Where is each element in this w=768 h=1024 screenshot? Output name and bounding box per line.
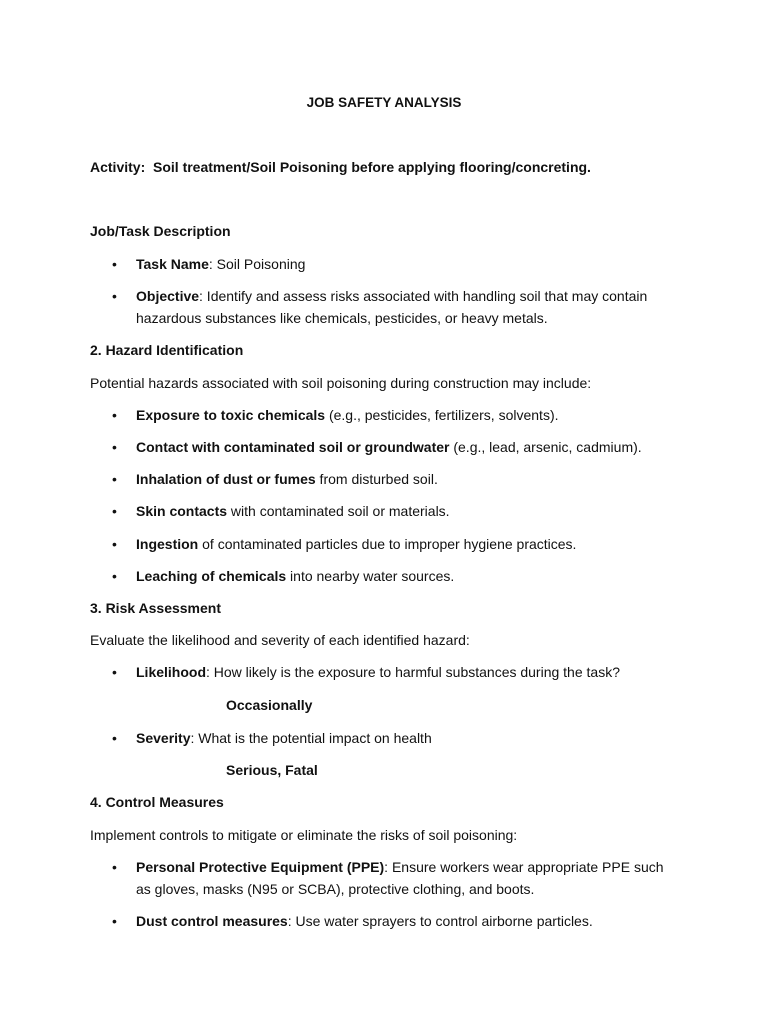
section-intro-hazards: Potential hazards associated with soil poisoning during construction may include: (90, 375, 592, 391)
bullet-marker: • (112, 439, 117, 455)
bullet-marker: • (112, 471, 117, 487)
item-term: Skin contacts (136, 503, 228, 519)
section-intro-risk: Evaluate the likelihood and severity of each identified hazard: (90, 632, 470, 648)
list-item-hazard (136, 502, 681, 520)
likelihood-answer: Occasionally (226, 697, 313, 713)
item-term: Task Name (136, 256, 209, 272)
item-term: Inhalation of dust or fumes (136, 471, 316, 487)
bullet-marker: • (112, 913, 117, 929)
bullet-marker: • (112, 730, 117, 746)
section-heading-risk-assessment: 3. Risk Assessment (90, 600, 221, 616)
list-item-likelihood (136, 663, 681, 681)
bullet-marker: • (112, 536, 117, 552)
item-text: : What is the potential impact on health (190, 730, 432, 746)
item-term: Severity (136, 730, 191, 746)
activity-label: Activity: (90, 159, 146, 175)
item-term: Dust control measures (136, 913, 288, 929)
bullet-marker: • (112, 859, 117, 875)
item-text: from disturbed soil. (315, 471, 438, 487)
section-heading-hazard-identification: 2. Hazard Identification (90, 342, 244, 358)
list-item-ppe (136, 856, 681, 900)
item-text: (e.g., pesticides, fertilizers, solvents). (325, 407, 559, 423)
item-term: Likelihood (136, 664, 206, 680)
section-intro-controls: Implement controls to mitigate or eliminate the risks of soil poisoning: (90, 827, 518, 843)
bullet-marker: • (112, 503, 117, 519)
bullet-marker: • (112, 407, 117, 423)
severity-answer: Serious, Fatal (226, 762, 318, 778)
item-text: of contaminated particles due to improper hygiene practices. (198, 536, 577, 552)
bullet-marker: • (112, 288, 117, 304)
item-term: Exposure to toxic chemicals (136, 407, 326, 423)
list-item-task-name (136, 255, 681, 273)
item-term: Leaching of chemicals (136, 568, 287, 584)
list-item-hazard (136, 438, 681, 456)
list-item-severity (136, 729, 681, 747)
bullet-marker: • (112, 664, 117, 680)
list-item-hazard (136, 535, 681, 553)
bullet-marker: • (112, 256, 117, 272)
item-text: : Identify and assess risks associated with handling soil that may contain hazardous substances like chemicals, pesticides, or heavy metals. (136, 288, 648, 326)
section-heading-job-task: Job/Task Description (90, 223, 231, 239)
list-item-hazard (136, 406, 681, 424)
item-text: with contaminated soil or materials. (227, 503, 450, 519)
item-term: Personal Protective Equipment (PPE) (136, 859, 385, 875)
list-item-hazard (136, 470, 681, 488)
list-item-dust-control (136, 912, 681, 930)
item-term: Contact with contaminated soil or groundwater (136, 439, 450, 455)
list-item-hazard (136, 567, 681, 585)
item-term: Objective (136, 288, 200, 304)
bullet-marker: • (112, 568, 117, 584)
item-text: (e.g., lead, arsenic, cadmium). (449, 439, 642, 455)
item-text: : Use water sprayers to control airborne particles. (287, 913, 593, 929)
document-title: JOB SAFETY ANALYSIS (306, 95, 462, 110)
activity-value: Soil treatment/Soil Poisoning before applying flooring/concreting. (153, 159, 591, 175)
activity-line (90, 158, 591, 176)
item-text: : Ensure workers wear appropriate PPE such as gloves, masks (N95 or SCBA), protective clothing, and boots. (136, 859, 664, 897)
item-term: Ingestion (136, 536, 199, 552)
item-text: : How likely is the exposure to harmful substances during the task? (206, 664, 620, 680)
item-text: into nearby water sources. (286, 568, 455, 584)
section-heading-control-measures: 4. Control Measures (90, 794, 224, 810)
item-text: : Soil Poisoning (208, 256, 306, 272)
list-item-objective (136, 285, 681, 329)
